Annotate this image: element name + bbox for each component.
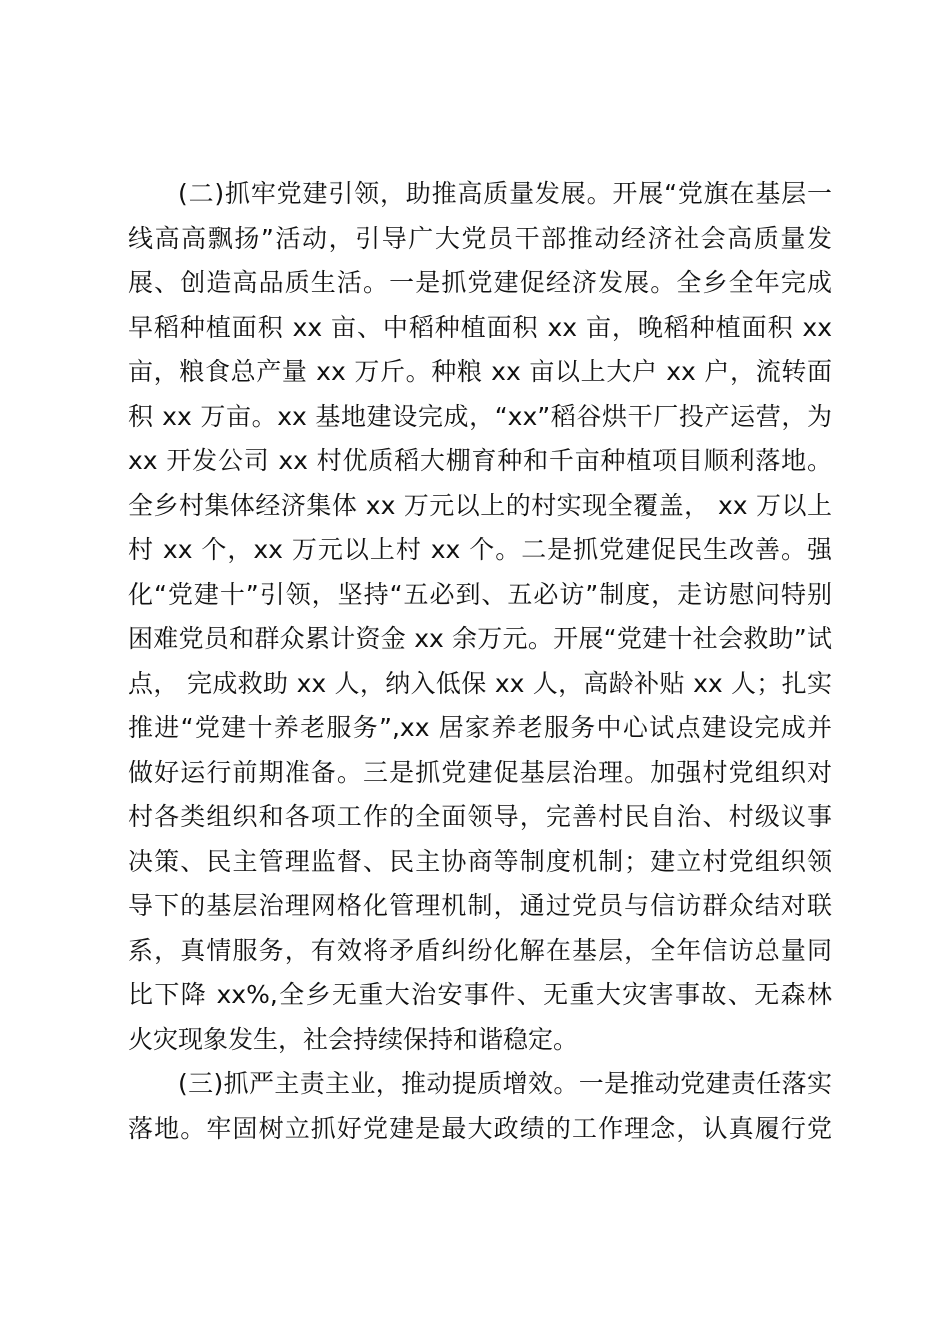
text-line: 点， 完成救助 xx 人，纳入低保 xx 人，高龄补贴 xx 人；扎实 (128, 668, 832, 698)
text-line: 积 xx 万亩。xx 基地建设完成，“xx”稻谷烘干厂投产运营，为 (128, 401, 832, 431)
text-line: 比下降 xx%,全乡无重大治安事件、无重大灾害事故、无森林 (128, 980, 832, 1009)
text-line: 线高高飘扬”活动，引导广大党员干部推动经济社会高质量发 (128, 223, 832, 253)
text-line: 全乡村集体经济集体 xx 万元以上的村实现全覆盖， xx 万以上 (128, 490, 832, 520)
text-line: 村各类组织和各项工作的全面领导，完善村民自治、村级议事 (128, 802, 832, 831)
text-line: 展、创造高品质生活。一是抓党建促经济发展。全乡全年完成 (128, 268, 832, 297)
text-line: 做好运行前期准备。三是抓党建促基层治理。加强村党组织对 (128, 757, 832, 787)
text-line: 落地。牢固树立抓好党建是最大政绩的工作理念，认真履行党 (128, 1113, 832, 1143)
text-line: 困难党员和群众累计资金 xx 余万元。开展“党建十社会救助”试 (128, 624, 832, 653)
text-line: (三)抓严主责主业，推动提质增效。一是推动党建责任落实 (178, 1069, 832, 1098)
text-line: 化“党建十”引领，坚持“五必到、五必访”制度，走访慰问特别 (128, 579, 832, 609)
text-line: 亩，粮食总产量 xx 万斤。种粮 xx 亩以上大户 xx 户，流转面 (128, 357, 832, 386)
text-line: 火灾现象发生，社会持续保持和谐稳定。 (128, 1024, 579, 1054)
text-line: 早稻种植面积 xx 亩、中稻种植面积 xx 亩，晚稻种植面积 xx (128, 312, 832, 342)
text-line: 推进“党建十养老服务”,xx 居家养老服务中心试点建设完成并 (128, 713, 832, 742)
text-line: 系，真情服务，有效将矛盾纠纷化解在基层，全年信访总量同 (128, 935, 832, 965)
paragraph-section-3 (128, 1062, 832, 1151)
document-body (128, 172, 832, 1151)
text-line: 村 xx 个，xx 万元以上村 xx 个。二是抓党建促民生改善。强 (128, 535, 832, 564)
paragraph-section-2 (128, 172, 832, 1062)
text-line: (二)抓牢党建引领，助推高质量发展。开展“党旗在基层一 (178, 179, 832, 208)
text-line: xx 开发公司 xx 村优质稻大棚育种和千亩种植项目顺利落地。 (128, 446, 832, 475)
text-line: 决策、民主管理监督、民主协商等制度机制；建立村党组织领 (128, 846, 832, 876)
text-line: 导下的基层治理网格化管理机制，通过党员与信访群众结对联 (128, 891, 832, 920)
